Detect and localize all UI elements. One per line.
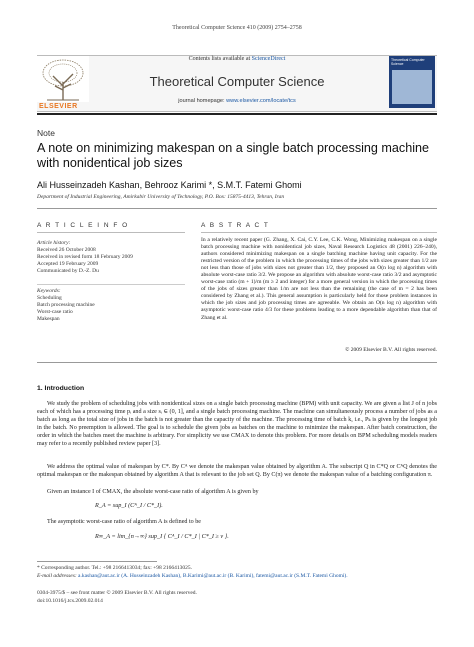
keywords-label: Keywords: bbox=[37, 288, 61, 294]
abstract-copyright: © 2009 Elsevier B.V. All rights reserved. bbox=[345, 347, 437, 353]
article-title: A note on minimizing makespan on a single batch processing machine with nonidentical job sizes bbox=[37, 141, 430, 170]
history-item: Received 26 October 2008 bbox=[37, 247, 96, 253]
issn-line: 0304-3975/$ – see front matter © 2009 Elsevier B.V. All rights reserved. bbox=[37, 590, 197, 596]
article-history bbox=[37, 240, 185, 275]
cover-artwork bbox=[392, 70, 432, 104]
intro-paragraph-3: Given an instance I of CMAX, the absolute worst-case ratio of algorithm A is given by bbox=[47, 489, 259, 495]
journal-title: Theoretical Computer Science bbox=[149, 74, 325, 89]
email-addresses bbox=[37, 573, 437, 580]
keywords-list bbox=[37, 288, 185, 323]
abstract-heading: A B S T R A C T bbox=[201, 222, 270, 229]
homepage-link[interactable]: www.elsevier.com/locate/tcs bbox=[226, 98, 296, 104]
journal-cover-image bbox=[389, 56, 435, 108]
intro-paragraph-4: The asymptotic worst-case ratio of algorithm A is defined to be bbox=[47, 519, 201, 525]
corresponding-author-note: * Corresponding author. Tel.: +98 2166413034; fax: +98 2166413025. bbox=[37, 565, 192, 571]
email-links[interactable]: a.kashan@aut.ac.ir (A. Husseinzadeh Kashan), B.Karimi@aut.ac.ir (B. Karimi), fatemi@aut.ac.ir (S.M.T. Fatemi Ghomi). bbox=[78, 573, 348, 579]
history-item: Received in revised form 18 February 2009 bbox=[37, 254, 133, 260]
keyword: Worst-case ratio bbox=[37, 309, 73, 315]
footnote-rule bbox=[37, 561, 157, 562]
section-divider bbox=[37, 208, 437, 209]
intro-paragraph-2: We address the optimal value of makespan by C*. By Cᴬ we denote the makespan value obtained by algorithm A. The subscript Q in C*Q or CᴬQ denotes the optimal makespan or the makespan obtained by algorithm A that is relevant to the job set Q. By C(π) we denote the makespan value of a batching configuration π. bbox=[37, 464, 437, 478]
history-label: Article history: bbox=[37, 240, 71, 246]
equation-asymptotic-ratio: R∞_A = lim_{n→∞} sup_I { Cᴬ_I / C*_I | C*_I ≥ v }. bbox=[95, 533, 229, 540]
section-heading-introduction: 1. Introduction bbox=[37, 385, 85, 392]
homepage-prefix: journal homepage: bbox=[178, 98, 225, 104]
keyword: Scheduling bbox=[37, 295, 62, 301]
header-rule bbox=[37, 113, 437, 115]
author-affiliation: Department of Industrial Engineering, Amirkabir University of Technology, P.O. Box: 15875-4413, Tehran, Iran bbox=[37, 194, 285, 200]
cover-title: Theoretical Computer Science bbox=[391, 58, 425, 66]
journal-reference: Theoretical Computer Science 410 (2009) 2754–2758 bbox=[172, 25, 302, 31]
article-type: Note bbox=[37, 128, 55, 138]
info-divider bbox=[37, 284, 185, 285]
doi-line[interactable]: doi:10.1016/j.tcs.2009.02.014 bbox=[37, 598, 103, 604]
article-info-rule bbox=[37, 232, 185, 233]
email-prefix: E-mail addresses: bbox=[37, 573, 77, 579]
article-authors: Ali Husseinzadeh Kashan, Behrooz Karimi *, S.M.T. Fatemi Ghomi bbox=[37, 180, 302, 190]
article-info-heading: A R T I C L E I N F O bbox=[37, 222, 129, 229]
history-item: Accepted 19 February 2009 bbox=[37, 261, 99, 267]
sciencedirect-link[interactable]: ScienceDirect bbox=[251, 56, 286, 62]
keyword: Makespan bbox=[37, 316, 60, 322]
abstract-text: In a relatively recent paper (G. Zhang, X. Cai, C.Y. Lee, C.K. Wong, Minimizing makespan on a single batch processing machine with nonidentical job sizes, Naval Research Logistics 48 (2001) 226–240), authors considered minimizing makespan on a single batching machine having unit capacity. For the restricted version of the problem in which the processing times of the jobs with sizes greater than 1/2 are not less than those of jobs with sizes not greater than 1/2, they proposed an O(n log n) algorithm with absolute worst-case ratio 3/2. We propose an algorithm with absolute worst-case ratio 3/2 and asymptotic worst-case ratio (m + 1)/m (m ≥ 2 and integer) for a more general version in which the processing times of the jobs of sizes greater than 1/m are not less than the remaining (the case of m = 2 has been considered by Zhang et al.). This general assumption is particularly held for those problem instances in which the job sizes and job processing times are agreeable. We obtain an O(n log n) algorithm with asymptotic worst-case ratio 4/3 for these problems leading to a more dependable algorithm than that of Zhang et al. bbox=[201, 237, 437, 321]
contents-prefix: Contents lists available at bbox=[188, 56, 251, 62]
publisher-name: ELSEVIER bbox=[39, 103, 78, 110]
abstract-rule bbox=[201, 232, 437, 233]
history-item: Communicated by D.-Z. Du bbox=[37, 268, 99, 274]
abstract-bottom-rule bbox=[37, 362, 437, 363]
keyword: Batch processing machine bbox=[37, 302, 95, 308]
equation-absolute-ratio: R_A = sup_I (Cᴬ_I / C*_I). bbox=[95, 502, 163, 509]
intro-paragraph-1: We study the problem of scheduling jobs with nonidentical sizes on a single batch processing machine (BPM) with unit capacity. We are given a list J of n jobs each of which has a processing time pᵢ and a size sᵢ ∈ (0, 1], and a single batch processing machine. The machine can simultaneously process a number of jobs as a batch as long as the total size of jobs in the batch is not greater than the capacity of the machine. The processing time of batch k, i.e., Pₖ is given by the longest job in the batch. No preemption is allowed. The goal is to schedule the given jobs as batches on the machine to minimize the makespan. After batch construction, the order in which the batches meet the machine is arbitrary. For simplicity we use CMAX to denote this problem. For more details on BPM scheduling models readers may refer to a recently published review paper [3]. bbox=[37, 401, 437, 447]
